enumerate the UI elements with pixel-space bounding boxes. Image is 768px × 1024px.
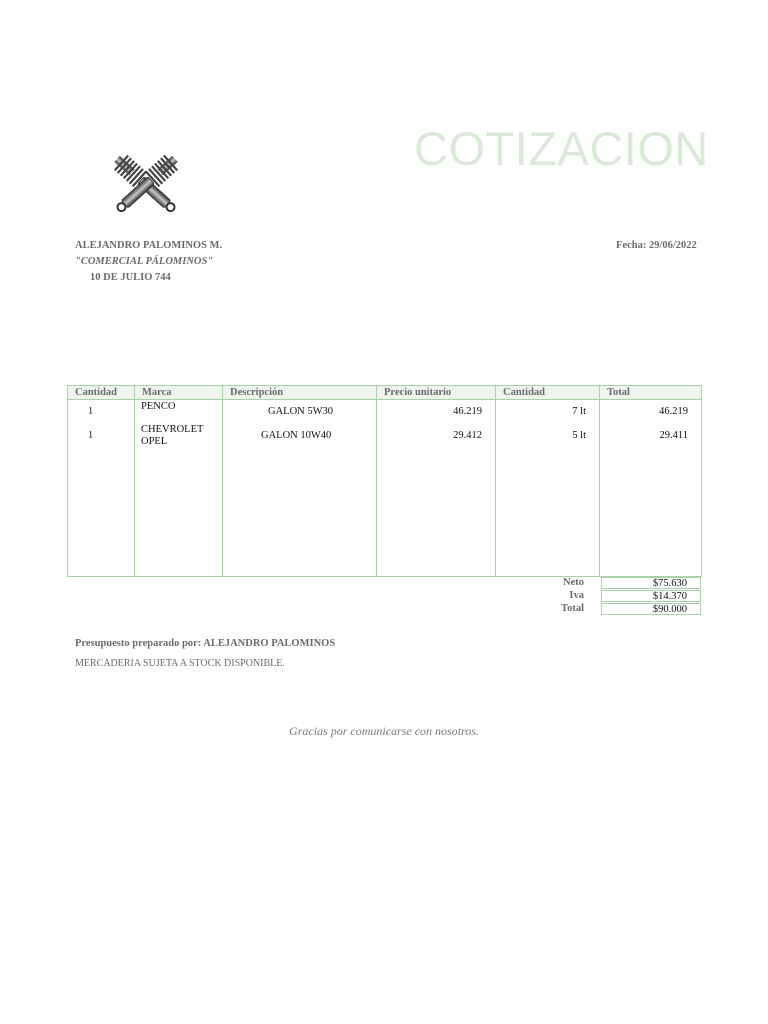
total-value: $90.000 [601,603,701,615]
row1-quantity: 7 lt [572,406,586,417]
header-precio-unitario: Precio unitario [377,386,496,400]
unit-price-column [377,400,496,577]
iva-label: Iva [569,590,584,601]
total-label: Total [561,603,584,614]
quantity-column [496,400,600,577]
qty-column [68,400,135,577]
row1-brand: PENCO [141,401,176,412]
row2-brand-line1: CHEVROLET [141,424,204,435]
prepared-by: Presupuesto preparado por: ALEJANDRO PALOMINOS [75,638,336,649]
row1-description: GALON 5W30 [268,406,334,417]
table-header-row [68,386,702,400]
stock-note: MERCADERIA SUJETA A STOCK DISPONIBLE. [75,658,285,669]
seller-address: 10 DE JULIO 744 [90,272,171,283]
crossed-shock-absorbers-icon [100,152,192,218]
company-name: "COMERCIAL PÁLOMINOS" [75,256,214,267]
header-total: Total [600,386,702,400]
neto-value: $75.630 [601,577,701,589]
row2-total: 29.411 [659,430,688,441]
quote-date: Fecha: 29/06/2022 [616,240,697,251]
row1-qty: 1 [88,406,94,417]
row2-description: GALON 10W40 [261,430,332,441]
total-column [600,400,702,577]
items-table [67,385,702,577]
header-descripcion: Descripción [223,386,377,400]
header-marca: Marca [135,386,223,400]
row2-quantity: 5 lt [572,430,586,441]
totals-row-neto [520,577,701,590]
brand-column [135,400,223,577]
totals-row-iva [520,590,701,603]
description-column [223,400,377,577]
totals-row-total [520,603,701,616]
document-title: COTIZACION [414,122,709,175]
neto-label: Neto [563,577,584,588]
iva-value: $14.370 [601,590,701,602]
totals-block [520,577,701,616]
seller-name: ALEJANDRO PALOMINOS M. [75,240,223,251]
row1-unit-price: 46.219 [453,406,482,417]
header-cantidad-unidad: Cantidad [496,386,600,400]
row2-brand-line2: OPEL [141,436,168,447]
header-cantidad: Cantidad [68,386,135,400]
thanks-message: Gracias por comunicarse con nosotros. [289,724,479,738]
row2-unit-price: 29.412 [453,430,482,441]
row1-total: 46.219 [659,406,688,417]
row2-qty: 1 [88,430,94,441]
